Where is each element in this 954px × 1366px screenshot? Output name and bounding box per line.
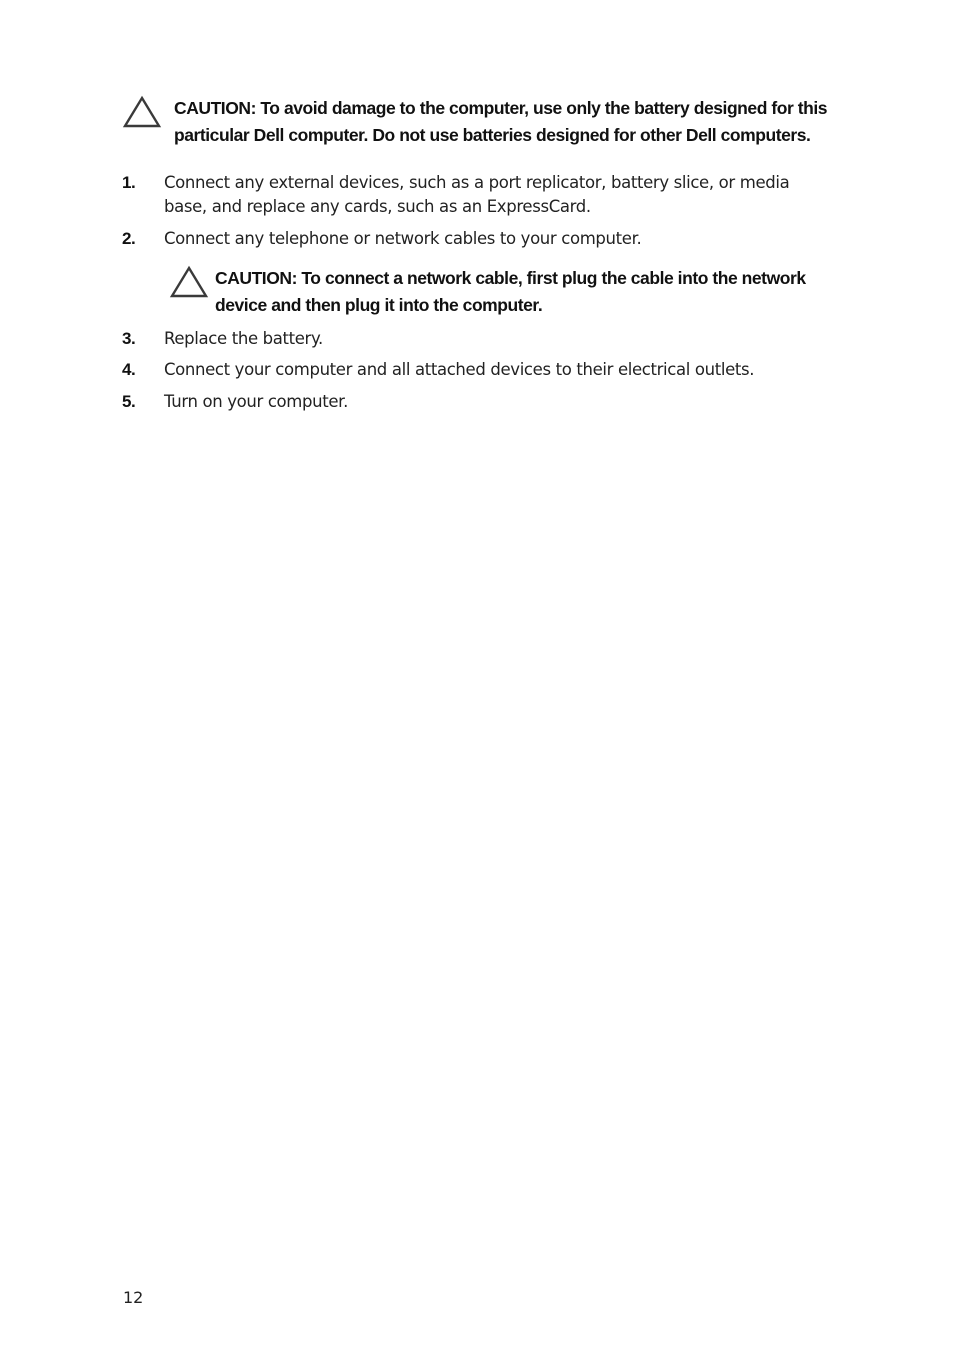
- step-text: Turn on your computer.: [164, 392, 348, 411]
- step-text: Replace the battery.: [164, 329, 323, 348]
- list-item: [122, 358, 842, 382]
- step-text: Connect any telephone or network cables to your computer.: [164, 229, 642, 248]
- step-text: Connect your computer and all attached devices to their electrical outlets.: [164, 360, 755, 379]
- step-number: 4.: [122, 360, 136, 379]
- list-item: [122, 327, 842, 351]
- page-number: 12: [123, 1288, 144, 1307]
- list-item: [122, 171, 842, 219]
- step-number: 3.: [122, 329, 136, 348]
- list-item: [122, 227, 842, 251]
- step-number: 2.: [122, 229, 136, 248]
- list-item: [122, 390, 842, 414]
- caution-text: CAUTION: To connect a network cable, first plug the cable into the network device and then plug it into the computer.: [215, 268, 806, 315]
- warning-triangle-icon: [122, 95, 162, 129]
- step-text: Connect any external devices, such as a port replicator, battery slice, or media base, and replace any cards, such as an ExpressCard.: [164, 173, 790, 216]
- warning-triangle-icon: [169, 265, 209, 299]
- step-number: 5.: [122, 392, 136, 411]
- caution-network-cable: [169, 265, 849, 319]
- step-number: 1.: [122, 173, 136, 192]
- caution-battery: [122, 95, 862, 149]
- caution-text: CAUTION: To avoid damage to the computer, use only the battery designed for this particular Dell computer. Do not use batteries designed for other Dell computers.: [174, 98, 828, 145]
